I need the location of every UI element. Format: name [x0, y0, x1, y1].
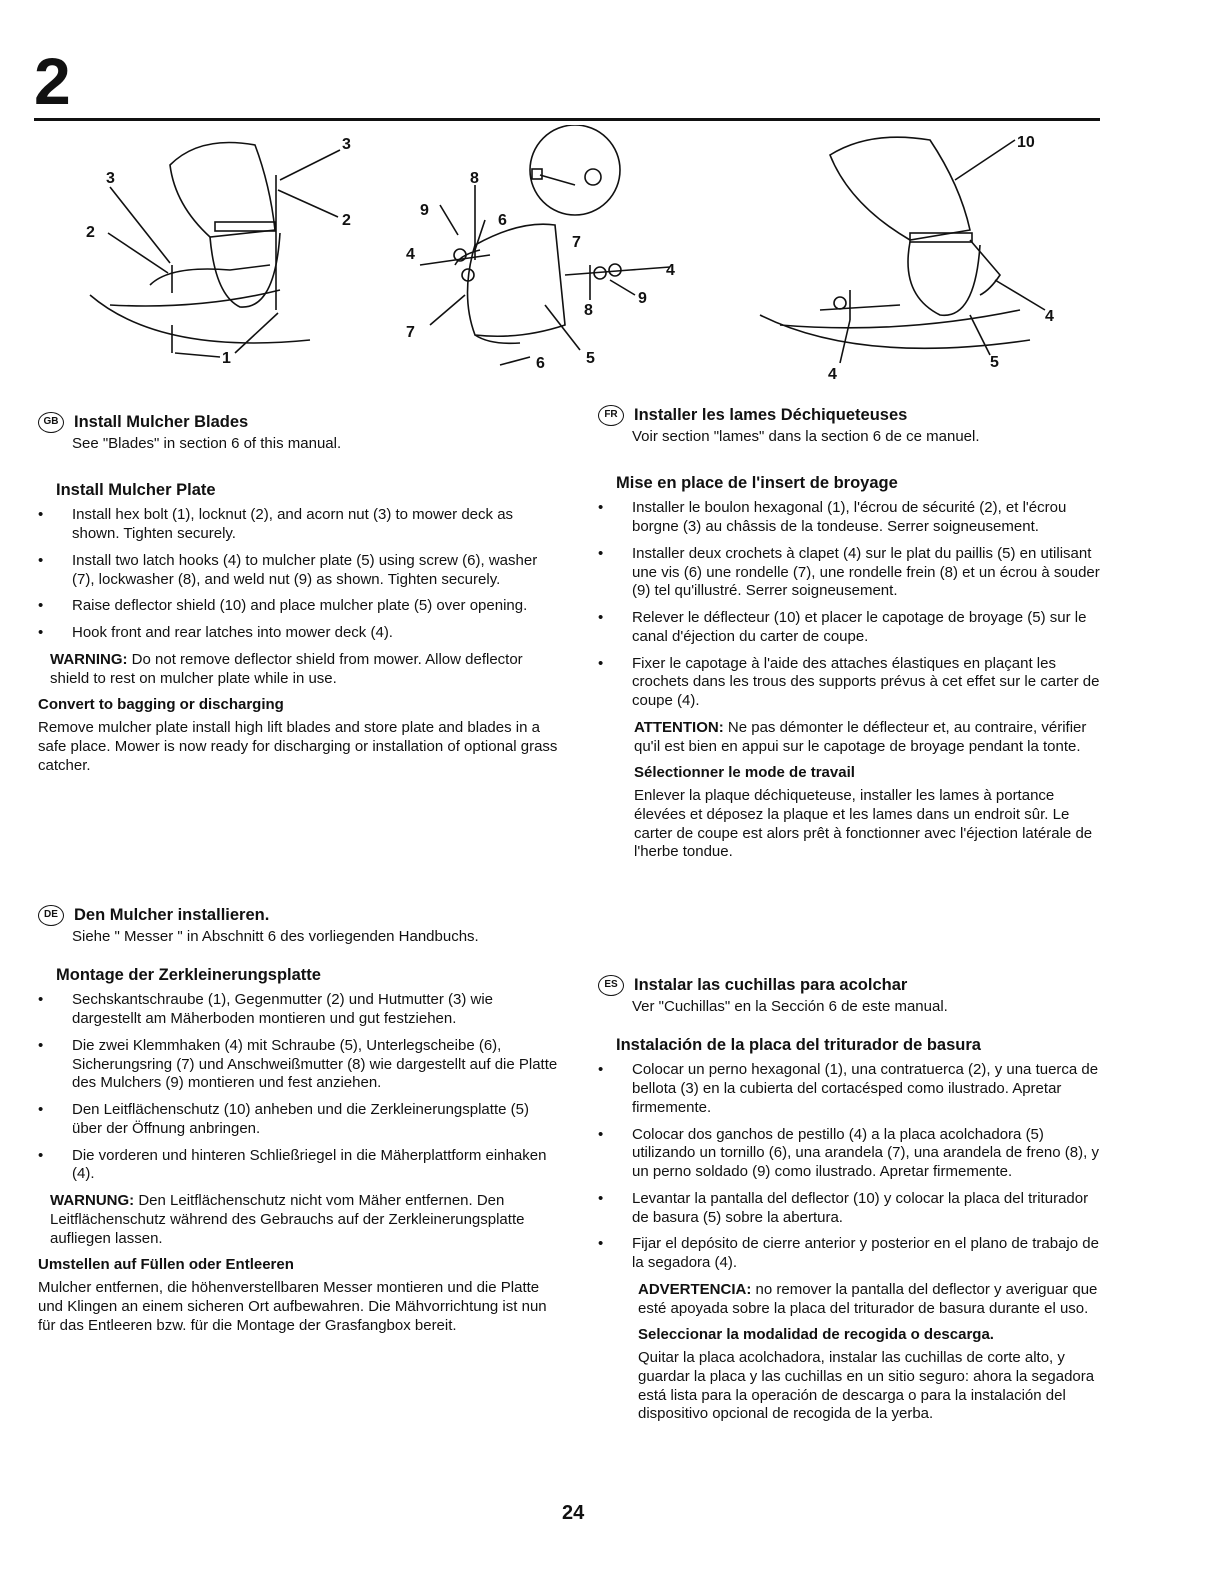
de-warning-text: Den Leitflächenschutz nicht vom Mäher entfernen. Den Leitflächenschutz während des Gebrauchs auf der Zerkleinerungsplatte aufliegen lassen.: [50, 1192, 525, 1247]
es-title: Instalar las cuchillas para acolchar: [634, 976, 908, 995]
callout-4a: 4: [406, 246, 415, 263]
gb-convert-title: Convert to bagging or discharging: [38, 696, 284, 714]
gb-steps: [38, 506, 558, 643]
es-step: • Levantar la pantalla del deflector (10) y colocar la placa del triturador de basura (5) sobre la abertura.: [598, 1190, 1103, 1228]
fr-step: • Fixer le capotage à l'aide des attaches élastiques en plaçant les crochets dans les trous des supports prévus à cet effet sur le carter de coupe (4).: [598, 655, 1103, 711]
de-warning-label: WARNUNG:: [50, 1192, 135, 1210]
callout-7b: 7: [406, 324, 415, 341]
callout-3b: 3: [342, 136, 351, 153]
de-step: • Den Leitflächenschutz (10) anheben und die Zerkleinerungsplatte (5) über der Öffnung anbringen.: [38, 1101, 558, 1139]
gb-convert-text: Remove mulcher plate install high lift blades and store plate and blades in a safe place. Mower is now ready for discharging or installation of optional grass catcher.: [38, 719, 558, 774]
gb-step: • Install hex bolt (1), locknut (2), and acorn nut (3) to mower deck as shown. Tighten securely.: [38, 506, 558, 544]
callout-9b: 9: [638, 290, 647, 307]
de-plate-title: Montage der Zerkleinerungsplatte: [56, 965, 321, 984]
callout-4c: 4: [1045, 308, 1054, 325]
figure-mulcher-plate: [400, 125, 700, 385]
fr-step: • Installer deux crochets à clapet (4) sur le plat du paillis (5) en utilisant une vis (6) une rondelle (7), une rondelle frein (8) et un écrou à souder (9) tel qu'illustré. Serrer soigneusement.: [598, 545, 1103, 601]
header-rule: [34, 118, 1100, 121]
es-convert-text: Quitar la placa acolchadora, instalar las cuchillas de corte alto, y guardar la placa y las cuchillas en un sitio seguro: ahora la segadora está lista para la operación de descarga o para la instalación del dispositivo opcional de recogida de la yerba.: [638, 1349, 1095, 1423]
gb-step: • Raise deflector shield (10) and place mulcher plate (5) over opening.: [38, 597, 558, 616]
gb-title: Install Mulcher Blades: [74, 413, 249, 432]
es-step: • Colocar dos ganchos de pestillo (4) a la placa acolchadora (5) utilizando un tornillo (6), una arandela (7), una arandela de freno (8), y un perno soldado (9) como ilustrado. Apretar firmemente.: [598, 1126, 1103, 1182]
es-warning-text: no remover la pantalla del deflector y averiguar que esté apoyada sobre la placa del triturador de basura durante el uso.: [638, 1280, 1098, 1317]
callout-2a: 2: [86, 224, 95, 241]
de-flag-icon: DE: [38, 905, 64, 926]
callout-5: 5: [586, 350, 595, 367]
es-convert-title: Seleccionar la modalidad de recogida o descarga.: [638, 1326, 994, 1344]
fr-steps: [598, 499, 1103, 711]
gb-warning-label: WARNING:: [50, 650, 128, 668]
es-warning-label: ADVERTENCIA:: [638, 1280, 752, 1298]
callout-4d: 4: [828, 366, 837, 383]
fr-plate-title: Mise en place de l'insert de broyage: [616, 473, 898, 492]
de-step: • Die vorderen und hinteren Schließriegel in die Mäherplattform einhaken (4).: [38, 1147, 558, 1185]
fr-flag-icon: FR: [598, 405, 624, 426]
callout-1: 1: [222, 350, 231, 367]
fr-section: [598, 405, 1103, 862]
es-step: • Fijar el depósito de cierre anterior y posterior en el plano de trabajo de la segadora (4).: [598, 1235, 1103, 1273]
figure-deflector: [740, 125, 1070, 385]
es-intro: Ver "Cuchillas" en la Sección 6 de este manual.: [632, 998, 948, 1015]
de-step: • Die zwei Klemmhaken (4) mit Schraube (5), Unterlegscheibe (6), Sicherungsring (7) und Anschweißmutter (8) wie dargestellt auf die Platte des Mulchers (9) montieren und fest anziehen.: [38, 1037, 558, 1093]
de-section: [38, 905, 558, 1335]
gb-step: • Install two latch hooks (4) to mulcher plate (5) using screw (6), washer (7), lockwasher (8), and weld nut (9) as shown. Tighten securely.: [38, 552, 558, 590]
callout-4b: 4: [666, 262, 675, 279]
gb-warning-text: Do not remove deflector shield from mower. Allow deflector shield to rest on mulcher plate while in use.: [50, 650, 523, 687]
callout-2b: 2: [342, 212, 351, 229]
figure-bolt-assembly: [80, 125, 380, 385]
callout-8a: 8: [470, 170, 479, 187]
page-number: 24: [562, 1502, 585, 1524]
callout-7a: 7: [572, 234, 581, 251]
de-title: Den Mulcher installieren.: [74, 906, 270, 925]
gb-step: • Hook front and rear latches into mower deck (4).: [38, 624, 558, 643]
de-step: • Sechskantschraube (1), Gegenmutter (2) und Hutmutter (3) wie dargestellt am Mäherboden montieren und gut festziehen.: [38, 991, 558, 1029]
gb-flag-icon: GB: [38, 412, 64, 433]
fr-warning: [634, 719, 1103, 757]
de-warning: [50, 1192, 558, 1248]
callout-9a: 9: [420, 202, 429, 219]
fr-warning-text: Ne pas démonter le déflecteur et, au contraire, vérifier qu'il est bien en appui sur le capotage de broyage pendant la tonte.: [634, 718, 1087, 755]
fr-convert-title: Sélectionner le mode de travail: [634, 764, 855, 782]
es-steps: [598, 1061, 1103, 1273]
fr-intro: Voir section "lames" dans la section 6 de ce manuel.: [632, 428, 980, 445]
fr-step: • Relever le déflecteur (10) et placer le capotage de broyage (5) sur le canal d'éjection du carter de coupe.: [598, 609, 1103, 647]
es-warning: [638, 1281, 1103, 1319]
callout-3a: 3: [106, 170, 115, 187]
es-section: [598, 975, 1103, 1424]
de-steps: [38, 991, 558, 1184]
es-step: • Colocar un perno hexagonal (1), una contratuerca (2), y una tuerca de bellota (3) en la cubierta del cortacésped como ilustrado. Apretar firmemente.: [598, 1061, 1103, 1117]
callout-10: 10: [1017, 134, 1035, 151]
de-convert-title: Umstellen auf Füllen oder Entleeren: [38, 1256, 294, 1274]
section-number: 2: [34, 44, 71, 118]
fr-step: • Installer le boulon hexagonal (1), l'écrou de sécurité (2), et l'écrou borgne (3) au châssis de la tondeuse. Serrer soigneusement.: [598, 499, 1103, 537]
de-convert-text: Mulcher entfernen, die höhenverstellbaren Messer montieren und die Platte und Klingen an einem sicheren Ort aufbewahren. Die Mähvorrichtung ist nun für das Entleeren bzw. für die Montage der Grasfangbox bereit.: [38, 1279, 547, 1334]
gb-intro: See "Blades" in section 6 of this manual.: [72, 435, 342, 452]
gb-section: [38, 412, 558, 775]
es-plate-title: Instalación de la placa del triturador de basura: [616, 1035, 981, 1054]
fr-warning-label: ATTENTION:: [634, 718, 724, 736]
callout-5b: 5: [990, 354, 999, 371]
fr-title: Installer les lames Déchiqueteuses: [634, 406, 908, 425]
gb-warning: [50, 651, 558, 689]
gb-plate-title: Install Mulcher Plate: [56, 480, 216, 499]
de-intro: Siehe " Messer " in Abschnitt 6 des vorliegenden Handbuchs.: [72, 928, 479, 945]
es-flag-icon: ES: [598, 975, 624, 996]
callout-6a: 6: [498, 212, 507, 229]
callout-8b: 8: [584, 302, 593, 319]
callout-6b: 6: [536, 355, 545, 372]
fr-convert-text: Enlever la plaque déchiqueteuse, installer les lames à portance élevées et déposez la plaque et les lames dans un endroit sûr. Le carter de coupe est alors prêt à fonctionner avec l'éjection latérale de l'herbe tondue.: [634, 787, 1093, 861]
